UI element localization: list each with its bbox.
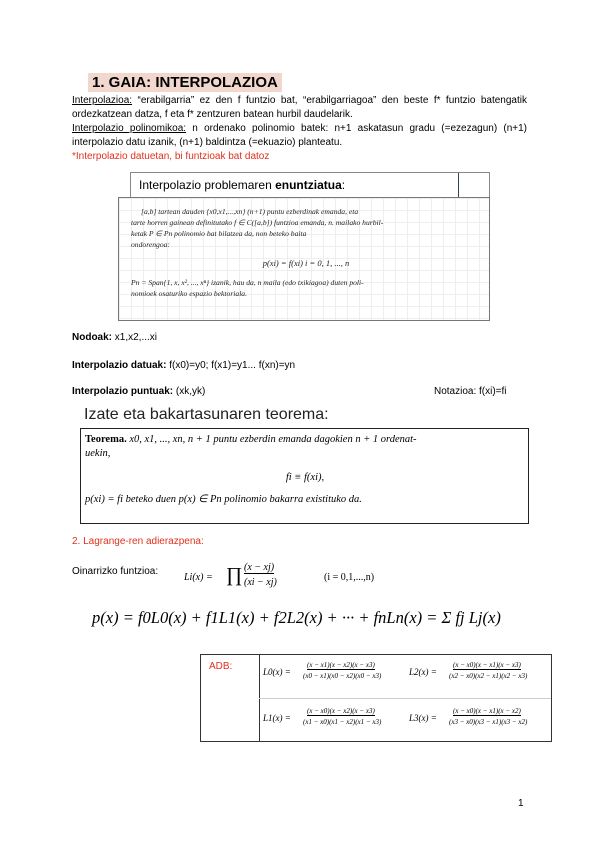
adb-l0-den: (x0 − x1)(x0 − x2)(x0 − x3) <box>303 672 382 680</box>
problem-title-colon: : <box>341 178 346 192</box>
theorem-line-1: x0, x1, ..., xn, n + 1 puntu ezberdin emanda dagokien n + 1 ordenat- <box>126 434 417 445</box>
basis-denominator: (xi − xj) <box>244 577 277 588</box>
note-datuak: *Interpolazio datuetan, bi funtzioak bat datoz <box>72 151 270 162</box>
nodoak-line <box>72 332 157 343</box>
problem-line-3: ketak P ∈ Pn polinomio bat bilatzea da, non beteko baita <box>131 229 307 238</box>
problem-title-text: Interpolazio problemaren <box>139 178 276 192</box>
adb-l0-lhs: L0(x) = <box>263 667 291 677</box>
adb-l1-den: (x1 − x0)(x1 − x2)(x1 − x3) <box>303 718 382 726</box>
datuak-value: f(x0)=y0; f(x1)=y1... f(xn)=yn <box>166 360 296 371</box>
text-interpolazioa: “erabilgarria” ez den f funtzio bat, “erabilgarriagoa” den beste f* funtzio batengatik ordezkatzean datza, f eta f* zentzuren batean hurbil daudelarik. <box>72 95 527 120</box>
label-polinomikoa: Interpolazio polinomikoa: <box>72 123 187 134</box>
adb-l3-num: (x − x0)(x − x1)(x − x2) <box>453 707 521 715</box>
datuak-label: Interpolazio datuak: <box>72 360 167 371</box>
problem-line-6: nomioek osaturiko espazio bektoriala. <box>131 289 248 298</box>
oinarrizko-label: Oinarrizko funtzioa: <box>72 566 159 577</box>
basis-numerator: (x − xj) <box>244 562 275 573</box>
basis-lhs: Li(x) = <box>184 572 213 583</box>
problem-line-5: Pn = Span{1, x, x², ..., xⁿ} izanik, hau da, n maila (edo txikiagoa) duten poli- <box>131 278 364 287</box>
theorem-line-2: uekin, <box>85 448 111 459</box>
puntuak-label: Interpolazio puntuak: <box>72 386 174 397</box>
puntuak-value: (xk,yk) <box>173 386 206 397</box>
paragraph-interpolazioa <box>72 94 527 122</box>
theorem-box <box>80 428 529 524</box>
problem-title <box>139 178 345 192</box>
adb-l1-num: (x − x0)(x − x2)(x − x3) <box>307 707 375 715</box>
theorem-equation: fi ≡ f(xi), <box>285 472 325 483</box>
example-box <box>200 654 552 742</box>
adb-l2-num: (x − x0)(x − x1)(x − x3) <box>453 661 521 669</box>
lagrange-formula-box <box>82 602 527 644</box>
adb-l2-den: (x2 − x0)(x2 − x1)(x2 − x3) <box>449 672 528 680</box>
example-divider-h <box>259 698 551 699</box>
basis-range: (i = 0,1,...,n) <box>324 572 375 583</box>
nodoak-label: Nodoak: <box>72 332 112 343</box>
problem-box <box>118 197 490 321</box>
paragraph-polinomikoa <box>72 122 527 150</box>
notazioa: Notazioa: f(xi)=fi <box>434 386 507 397</box>
text-polinomikoa: n ordenako polinomio batek: n+1 askatasun gradu (=ezezagun) (n+1) interpolazio datu izanik, (n+1) baldintza (=ekuazio) planteatu. <box>72 123 527 148</box>
problem-title-box <box>130 172 490 199</box>
lagrange-formula: p(x) = f0L0(x) + f1L1(x) + f2L2(x) + ··· + fnLn(x) = Σ fj Lj(x) <box>92 608 501 627</box>
problem-title-bold: enuntziatua <box>275 178 342 192</box>
page-title: 1. GAIA: INTERPOLAZIOA <box>88 73 282 92</box>
problem-line-4: ondorengoa: <box>131 240 170 249</box>
problem-text <box>131 206 481 299</box>
adb-l2-lhs: L2(x) = <box>409 667 437 677</box>
adb-l0-num: (x − x1)(x − x2)(x − x3) <box>307 661 375 669</box>
nodoak-value: x1,x2,...xi <box>112 332 158 343</box>
adb-label: ADB: <box>209 661 233 672</box>
theorem-label: Teorema. <box>85 434 127 445</box>
datuak-line <box>72 360 295 371</box>
adb-l1-lhs: L1(x) = <box>263 713 291 723</box>
problem-line-2: tarte horren gainean definitutako f ∈ C([a,b]) funtzioa emanda, n. mailako hurbil- <box>131 218 384 227</box>
problem-equation: p(xi) = f(xi) i = 0, 1, ..., n <box>262 258 350 268</box>
adb-l3-den: (x3 − x0)(x3 − x1)(x3 − x2) <box>449 718 528 726</box>
theorem-line-3: p(xi) = fi beteko duen p(x) ∈ Pn polinomio bakarra existituko da. <box>85 494 362 505</box>
cursor-line <box>458 173 459 199</box>
puntuak-line <box>72 386 205 397</box>
theorem-heading: Izate eta bakartasunaren teorema: <box>84 406 329 423</box>
product-symbol: ∏ <box>226 564 243 586</box>
theorem-text <box>85 433 525 507</box>
section-lagrange: 2. Lagrange-ren adierazpena: <box>72 536 204 547</box>
label-interpolazioa: Interpolazioa: <box>72 95 133 106</box>
adb-l3-lhs: L3(x) = <box>409 713 437 723</box>
page-number: 1 <box>518 798 524 809</box>
problem-line-1: [a,b] tartean dauden {x0,x1,...,xn} (n+1) puntu ezberdinak emanda, eta <box>141 207 359 216</box>
